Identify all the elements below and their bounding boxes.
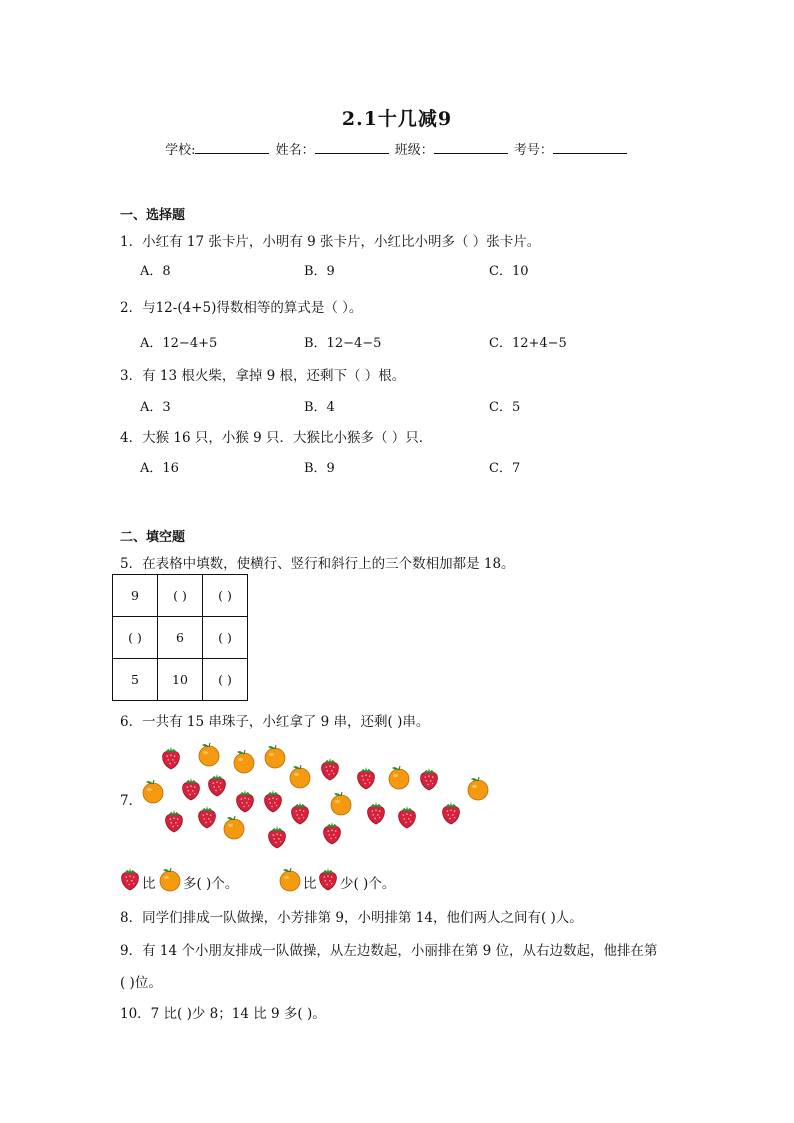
strawberry-icon <box>163 808 185 834</box>
strawberry-icon <box>321 820 343 846</box>
orange-icon <box>278 866 302 892</box>
magic-square-table <box>112 574 248 701</box>
question-6: 6．一共有 15 串珠子，小红拿了 9 串，还剩( )串。 <box>120 714 430 730</box>
strawberry-icon <box>418 766 440 792</box>
grid-cell: 5 <box>113 659 158 701</box>
orange-icon <box>141 778 165 804</box>
strawberry-icon <box>180 776 202 802</box>
name-label: 姓名： <box>275 143 315 158</box>
exam-number-label: 考号： <box>513 143 553 158</box>
grid-cell: 9 <box>113 575 158 617</box>
strawberry-icon <box>119 866 141 892</box>
grid-cell-blank[interactable]: ( ) <box>203 575 248 617</box>
school-blank[interactable] <box>195 141 269 154</box>
q2-option-a[interactable]: A．12−4+5 <box>140 336 218 351</box>
q4-option-a[interactable]: A．16 <box>140 461 179 476</box>
question-3: 3．有 13 根火柴，拿掉 9 根，还剩下（ ）根。 <box>120 368 406 384</box>
question-4: 4．大猴 16 只，小猴 9 只．大猴比小猴多（ ）只． <box>120 430 433 446</box>
question-5: 5．在表格中填数，使横行、竖行和斜行上的三个数相加都是 18。 <box>120 556 515 572</box>
class-label: 班级： <box>394 143 434 158</box>
q3-option-a[interactable]: A．3 <box>140 400 171 415</box>
class-blank[interactable] <box>434 141 508 154</box>
strawberry-icon <box>206 772 228 798</box>
question-10: 10．7 比( )少 8；14 比 9 多( )。 <box>120 1006 326 1022</box>
grid-cell-blank[interactable]: ( ) <box>158 575 203 617</box>
table-row <box>113 617 248 659</box>
orange-icon <box>288 763 312 789</box>
q4-option-b[interactable]: B．9 <box>304 461 335 476</box>
orange-icon <box>263 743 287 769</box>
q3-option-c[interactable]: C．5 <box>489 400 521 415</box>
q1-option-c[interactable]: C．10 <box>489 264 529 279</box>
grid-cell: 10 <box>158 659 203 701</box>
q1-option-b[interactable]: B．9 <box>304 264 335 279</box>
section-heading-fill: 二、填空题 <box>120 530 186 545</box>
grid-cell-blank[interactable]: ( ) <box>203 617 248 659</box>
orange-icon <box>466 775 490 801</box>
strawberry-icon <box>319 756 341 782</box>
q7-answer-more[interactable]: 多( )个。 <box>183 876 239 892</box>
table-row <box>113 575 248 617</box>
strawberry-icon <box>262 788 284 814</box>
question-1: 1．小红有 17 张卡片，小明有 9 张卡片，小红比小明多（ ）张卡片。 <box>120 234 541 250</box>
q2-option-b[interactable]: B．12−4−5 <box>304 336 382 351</box>
question-8: 8．同学们排成一队做操，小芳排第 9，小明排第 14，他们两人之间有( )人。 <box>120 910 583 926</box>
question-9: 9．有 14 个小朋友排成一队做操，从左边数起，小丽排在第 9 位，从右边数起，他排在第 <box>120 943 658 959</box>
strawberry-icon <box>355 765 377 791</box>
section-heading-choice: 一、选择题 <box>120 208 186 223</box>
question-9-continued: ( )位。 <box>120 975 162 991</box>
strawberry-icon <box>266 824 288 850</box>
orange-icon <box>222 814 246 840</box>
strawberry-icon <box>365 800 387 826</box>
q7-compare-word-2: 比 <box>303 876 317 892</box>
grid-cell-blank[interactable]: ( ) <box>203 659 248 701</box>
grid-cell-blank[interactable]: ( ) <box>113 617 158 659</box>
table-row <box>113 659 248 701</box>
name-blank[interactable] <box>315 141 389 154</box>
student-info-row <box>0 139 794 158</box>
orange-icon <box>387 764 411 790</box>
grid-cell: 6 <box>158 617 203 659</box>
page-title: 2.1十几减9 <box>341 108 453 130</box>
strawberry-icon <box>289 800 311 826</box>
orange-icon <box>329 790 353 816</box>
strawberry-icon <box>317 866 339 892</box>
q4-option-c[interactable]: C．7 <box>489 461 521 476</box>
question-2: 2．与12-(4+5)得数相等的算式是（ ）。 <box>120 300 363 316</box>
strawberry-icon <box>234 788 256 814</box>
orange-icon <box>232 748 256 774</box>
strawberry-icon <box>440 800 462 826</box>
strawberry-icon <box>396 804 418 830</box>
school-label: 学校: <box>165 143 196 158</box>
q1-option-a[interactable]: A．8 <box>140 264 171 279</box>
question-7-label: 7． <box>120 793 143 809</box>
orange-icon <box>158 866 182 892</box>
q2-option-c[interactable]: C．12+4−5 <box>489 336 567 351</box>
q7-answer-less[interactable]: 少( )个。 <box>340 876 396 892</box>
exam-number-blank[interactable] <box>553 141 627 154</box>
strawberry-icon <box>160 745 182 771</box>
q3-option-b[interactable]: B．4 <box>304 400 335 415</box>
orange-icon <box>197 741 221 767</box>
strawberry-icon <box>196 804 218 830</box>
q7-compare-word-1: 比 <box>142 876 156 892</box>
